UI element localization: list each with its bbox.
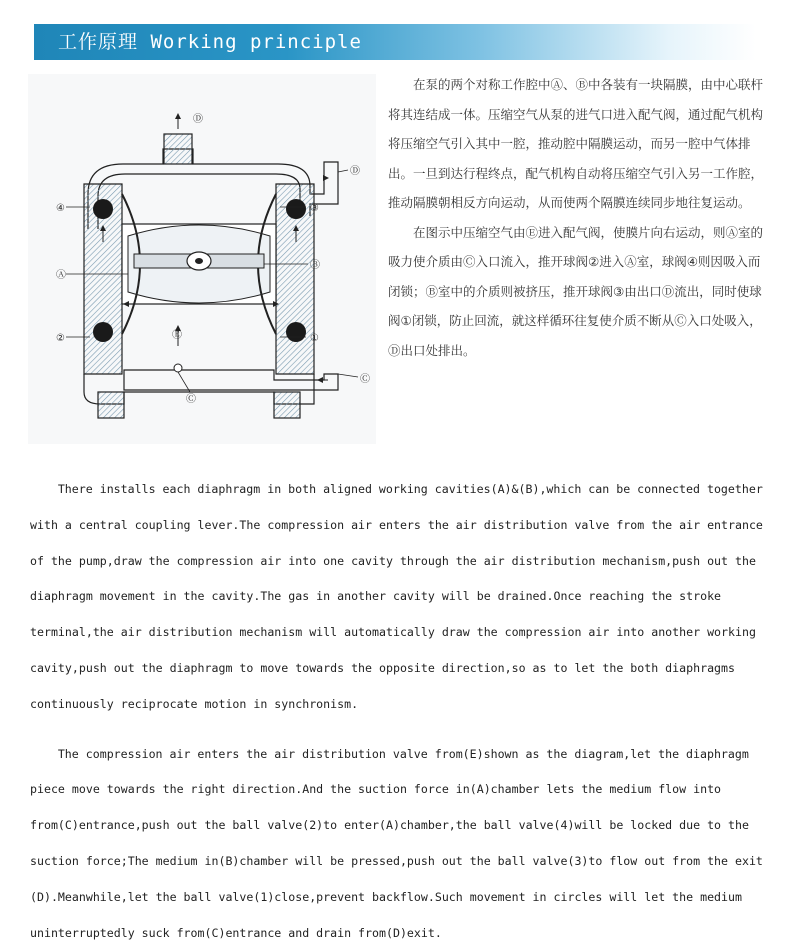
label-c-bottom: Ⓒ (186, 394, 196, 405)
english-paragraph-1: There installs each diaphragm in both aligned working cavities(A)&(B),which can be connected together with a central coupling lever.The compression air enters the air distribution valve from the air entrance of the pump,draw the compression air into one cavity through the air distribution mechanism,push out the diaphragm movement in the cavity.The gas in another cavity will be drained.Once reaching the stroke terminal,the air distribution mechanism will automatically draw the compression air into another working cavity,push out the diaphragm to move towards the opposite direction,so as to let the both diaphragms continuously reciprocate motion in synchronism. (30, 482, 763, 711)
label-d-right: Ⓓ (350, 166, 360, 177)
label-c-right: Ⓒ (360, 374, 370, 385)
ball-valve-1 (286, 322, 306, 342)
label-ball-3: ③ (310, 203, 319, 214)
ball-valve-2 (93, 322, 113, 342)
english-paragraph-2: The compression air enters the air distribution valve from(E)shown as the diagram,let the diaphragm piece move towards the right direction.And the suction force in(A)chamber lets the medium flow into from(C)entrance,push out the ball valve(2)to enter(A)chamber,the ball valve(4)will be locked due to the suction force;The medium in(B)chamber will be pressed,push out the ball valve(3)to flow out from the exit (D).Meanwhile,let the ball valve(1)close,prevent backflow.Such movement in circles will let the medium uninterruptedly suck from(C)entrance and drain from(D)exit. (30, 746, 763, 940)
label-ball-4: ④ (56, 203, 65, 214)
ball-valve-3 (286, 199, 306, 219)
label-d-top: Ⓓ (193, 114, 203, 125)
label-e: Ⓔ (172, 330, 182, 341)
chinese-description (388, 70, 764, 365)
label-b: Ⓑ (310, 260, 320, 271)
label-ball-2: ② (56, 333, 65, 344)
english-description (30, 472, 764, 951)
ball-valve-4 (93, 199, 113, 219)
chinese-paragraph-2: 在图示中压缩空气由Ⓔ进入配气阀，使膜片向右运动，则Ⓐ室的吸力使介质由Ⓒ入口流入，推开球阀②进入Ⓐ室，球阀④则因吸入而闭锁；Ⓑ室中的介质则被挤压，推开球阀③由出口Ⓓ流出，同时使球阀①闭锁，防止回流，就这样循环往复使介质不断从Ⓒ入口处吸入，Ⓓ出口处排出。 (388, 224, 764, 358)
outlet-d-top (164, 134, 192, 164)
section-title: 工作原理 Working principle (58, 31, 362, 53)
label-ball-1: ① (310, 333, 319, 344)
pump-diagram (28, 74, 376, 444)
label-a: Ⓐ (56, 270, 66, 281)
chinese-paragraph-1: 在泵的两个对称工作腔中Ⓐ、Ⓑ中各装有一块隔膜，由中心联杆将其连结成一体。压缩空气从泵的进气口进入配气阀，通过配气机构将压缩空气引入其中一腔，推动腔中隔膜运动，而另一腔中气体排出。一旦到达行程终点，配气机构自动将压缩空气引入另一工作腔，推动隔膜朝相反方向运动，从而使两个隔膜连续同步地往复运动。 (388, 77, 764, 210)
pump-cross-section-svg (28, 74, 376, 444)
